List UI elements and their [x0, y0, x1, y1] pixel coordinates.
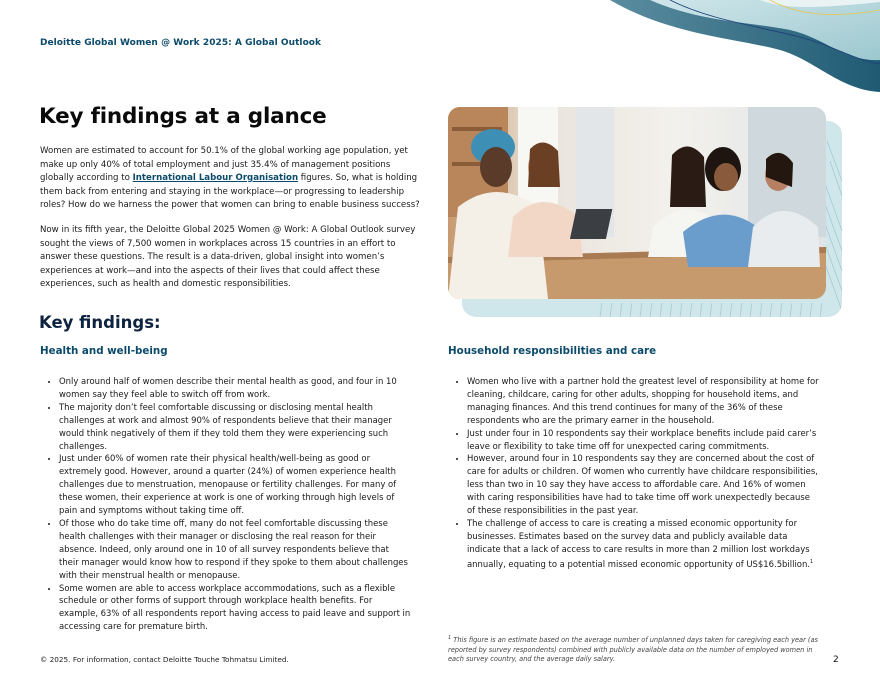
copyright-notice: © 2025. For information, contact Deloitte Touche Tohmatsu Limited. [40, 655, 289, 664]
footnote-marker: 1 [448, 635, 452, 641]
intro-paragraph-1 [40, 145, 420, 213]
team-meeting-photo [448, 107, 826, 299]
intro-paragraph-2: Now in its fifth year, the Deloitte Global 2025 Women @ Work: A Global Outlook survey sought the views of 7,500 women in workplaces across 15 countries in an effort to answer these questions. The result is a data-driven, global insight into women’s experiences at work—and into the aspects of their lives that could affect these experiences, such as health and domestic responsibilities. [40, 225, 416, 289]
list-item: • Some women are able to access workplace accommodations, such as a flexible schedule or other forms of support through workplace health benefits. For example, 63% of all respondents report having access to paid leave and support in accessing care for premature birth. [59, 582, 411, 634]
intro-p1-text-start: Women are estimated to account for 50.1% of the global working age population, yet make up only 40% of total employment and just 35.4% of management positions globally according to [40, 146, 408, 183]
page-number: 2 [833, 655, 839, 665]
photo-frame [448, 107, 842, 317]
list-item: • Of those who do take time off, many do not feel comfortable discussing these health challenges with their manager or disclosing the real reason for their absence. Indeed, only around one in 10 of all survey respondents believe that their manager would know how to respond if they spoke to them about challenges with their menstrual health or menopause. [59, 517, 411, 582]
household-section-title: Household responsibilities and care [448, 345, 657, 357]
health-section-title: Health and well-being [40, 345, 168, 357]
header-label: Deloitte Global Women @ Work 2025: A Global Outlook [40, 38, 322, 48]
list-item: • Only around half of women describe their mental health as good, and four in 10 women say they feel able to switch off from work. [59, 375, 411, 401]
list-item [467, 517, 819, 570]
health-findings-list [40, 375, 411, 633]
intro-p1-text-end: figures. So, what is holding them back from entering and staying in the workplace—or progressing to leadership roles? How do we harness the power that women can bring to enable business success? [40, 173, 420, 210]
ilo-link[interactable]: International Labour Organisation [132, 173, 299, 183]
household-findings-list [448, 375, 819, 570]
decorative-wave-graphic [610, 0, 880, 95]
list-item: • The majority don’t feel comfortable discussing or disclosing mental health challenges at work and almost 90% of respondents believe that their manager would think negatively of them if they told them they were experiencing such challenges. [59, 401, 411, 453]
photo-illustration [448, 107, 826, 299]
footnote-text: This figure is an estimate based on the average number of unplanned days taken for caregiving each year (as reported by survey respondents) combined with publicly available data on the number of employed women in each survey country, and the average daily salary. [448, 636, 818, 664]
key-findings-heading: Key findings: [39, 313, 161, 332]
list-item: • Just under 60% of women rate their physical health/well-being as good or extremely good. However, around a quarter (24%) of women experience health challenges due to menstruation, menopause or fertility challenges. For many of these women, their experience at work is one of working through high levels of pain and symptoms without taking time off. [59, 452, 411, 517]
page-title: Key findings at a glance [39, 104, 327, 129]
list-item: • Just under four in 10 respondents say their workplace benefits include paid carer’s leave or flexibility to take time off for unexpected caring commitments. [467, 427, 819, 453]
list-item: • Women who live with a partner hold the greatest level of responsibility at home for cleaning, childcare, caring for other adults, shopping for household items, and managing finances. And this trend continues for many of the 36% of these respondents who are the primary earner in the household. [467, 375, 819, 427]
footnote [448, 634, 818, 665]
list-item-text: The challenge of access to care is creating a missed economic opportunity for businesses. Estimates based on the survey data and publicly available data indicate that a lack of access to care results in more than 2 million lost workdays annually, equating to a potential missed economic opportunity of US$16.5billion. [467, 517, 810, 569]
list-item: • However, around four in 10 respondents say they are concerned about the cost of care for adults or children. Of women who currently have childcare responsibilities, less than two in 10 say they have access to affordable care. And 16% of women with caring responsibilities have had to take time off work unexpectedly because of these responsibilities in the past year. [467, 452, 819, 517]
footnote-reference: 1 [809, 558, 814, 565]
